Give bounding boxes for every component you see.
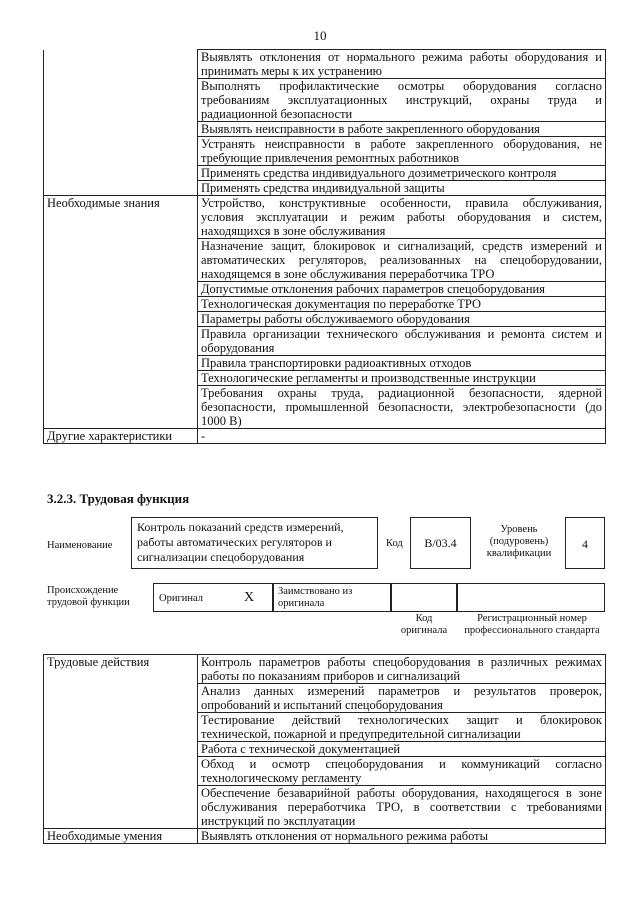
reg-caption: Регистрационный номер профессионального стандарта bbox=[464, 613, 600, 636]
original-mark: X bbox=[244, 590, 255, 605]
row-category: Необходимые умения bbox=[44, 829, 198, 844]
row-category bbox=[44, 386, 198, 429]
reg-number-cell bbox=[457, 583, 605, 612]
row-category bbox=[44, 757, 198, 786]
row-description: Применять средства индивидуального дозиметрического контроля bbox=[198, 166, 606, 181]
original-cell bbox=[153, 583, 273, 612]
table-row bbox=[44, 50, 606, 79]
table-row bbox=[44, 386, 606, 429]
code-caption: Код оригинала bbox=[400, 613, 448, 636]
row-description: Допустимые отклонения рабочих параметров спецоборудования bbox=[198, 282, 606, 297]
row-category bbox=[44, 137, 198, 166]
row-category bbox=[44, 166, 198, 181]
row-description: Выполнять профилактические осмотры оборудования согласно требованиям эксплуатационных инструкций, охраны труда и радиационной безопасности bbox=[198, 79, 606, 122]
table-row bbox=[44, 786, 606, 829]
row-category bbox=[44, 371, 198, 386]
row-description: Обход и осмотр спецоборудования и коммуникаций согласно технологическому регламенту bbox=[198, 757, 606, 786]
table-row bbox=[44, 371, 606, 386]
row-description: Назначение защит, блокировок и сигнализаций, средств измерений и автоматических регуляторов, реализованных на спецоборудовании, находящемся в зоне обслуживания переработчика ТРО bbox=[198, 239, 606, 282]
row-description: Работа с технической документацией bbox=[198, 742, 606, 757]
row-description: Технологическая документация по переработке ТРО bbox=[198, 297, 606, 312]
table-row bbox=[44, 297, 606, 312]
row-description: Требования охраны труда, радиационной безопасности, ядерной безопасности, промышленной безопасности, электробезопасности (до 1000 В) bbox=[198, 386, 606, 429]
code-value: B/03.4 bbox=[424, 536, 457, 550]
table-row bbox=[44, 312, 606, 327]
row-category bbox=[44, 297, 198, 312]
page-number: 10 bbox=[313, 28, 327, 43]
row-category: Другие характеристики bbox=[44, 429, 198, 444]
row-description: Правила транспортировки радиоактивных отходов bbox=[198, 356, 606, 371]
table-row bbox=[44, 829, 606, 844]
code-box bbox=[410, 517, 471, 569]
row-category: Необходимые знания bbox=[44, 196, 198, 239]
code-label: Код bbox=[386, 538, 403, 549]
table-row bbox=[44, 239, 606, 282]
row-description: - bbox=[198, 429, 606, 444]
row-category bbox=[44, 50, 198, 79]
level-value: 4 bbox=[582, 537, 588, 551]
row-description: Выявлять отклонения от нормального режима работы оборудования и принимать меры к их устранению bbox=[198, 50, 606, 79]
skills-knowledge-table bbox=[43, 49, 606, 444]
table-row bbox=[44, 429, 606, 444]
table-row bbox=[44, 137, 606, 166]
borrowed-label: Заимствовано из оригинала bbox=[278, 586, 353, 609]
row-category bbox=[44, 684, 198, 713]
origin-label: Происхождение трудовой функции bbox=[47, 585, 130, 608]
level-box bbox=[565, 517, 605, 569]
row-category bbox=[44, 713, 198, 742]
row-description: Тестирование действий технологических защит и блокировок технической, пожарной и предупредительной сигнализации bbox=[198, 713, 606, 742]
row-category bbox=[44, 356, 198, 371]
row-description: Правила организации технического обслуживания и ремонта систем и оборудования bbox=[198, 327, 606, 356]
row-category bbox=[44, 79, 198, 122]
table-row bbox=[44, 79, 606, 122]
table-row bbox=[44, 356, 606, 371]
row-category bbox=[44, 742, 198, 757]
row-description: Обеспечение безаварийной работы оборудования, находящегося в зоне обслуживания переработчика ТРО, в соответствии с требованиями инструкций по эксплуатации bbox=[198, 786, 606, 829]
table-row bbox=[44, 742, 606, 757]
table-row bbox=[44, 684, 606, 713]
row-description: Применять средства индивидуальной защиты bbox=[198, 181, 606, 196]
table-row bbox=[44, 327, 606, 356]
table-row bbox=[44, 122, 606, 137]
row-category bbox=[44, 786, 198, 829]
table-row bbox=[44, 282, 606, 297]
table-row bbox=[44, 181, 606, 196]
borrowed-cell bbox=[273, 583, 391, 612]
section-heading: 3.2.3. Трудовая функция bbox=[47, 491, 190, 506]
level-label: Уровень (подуровень) квалификации bbox=[486, 524, 552, 559]
table-row bbox=[44, 757, 606, 786]
row-category bbox=[44, 181, 198, 196]
function-name-box bbox=[131, 517, 378, 569]
table-row bbox=[44, 196, 606, 239]
row-description: Выявлять отклонения от нормального режима работы bbox=[198, 829, 606, 844]
row-description: Выявлять неисправности в работе закрепленного оборудования bbox=[198, 122, 606, 137]
row-category bbox=[44, 239, 198, 282]
table-row bbox=[44, 713, 606, 742]
row-category bbox=[44, 327, 198, 356]
labor-actions-table bbox=[43, 654, 606, 844]
origin-code-cell bbox=[391, 583, 457, 612]
row-description: Анализ данных измерений параметров и результатов проверок, опробований и испытаний спецоборудования bbox=[198, 684, 606, 713]
row-description: Устранять неисправности в работе закрепленного оборудования, не требующие привлечения ремонтных работников bbox=[198, 137, 606, 166]
row-category: Трудовые действия bbox=[44, 655, 198, 684]
name-label: Наименование bbox=[47, 540, 113, 551]
table-row bbox=[44, 655, 606, 684]
row-category bbox=[44, 312, 198, 327]
table-row bbox=[44, 166, 606, 181]
row-category bbox=[44, 122, 198, 137]
row-description: Устройство, конструктивные особенности, правила обслуживания, условия эксплуатации и режим работы оборудования и систем, находящихся в зоне обслуживания bbox=[198, 196, 606, 239]
original-label: Оригинал bbox=[159, 593, 203, 604]
row-description: Контроль параметров работы спецоборудования в различных режимах работы по показаниям приборов и сигнализаций bbox=[198, 655, 606, 684]
function-name-value: Контроль показаний средств измерений, работы автоматических регуляторов и сигнализации спецоборудования bbox=[137, 520, 344, 564]
row-category bbox=[44, 282, 198, 297]
row-description: Технологические регламенты и производственные инструкции bbox=[198, 371, 606, 386]
row-description: Параметры работы обслуживаемого оборудования bbox=[198, 312, 606, 327]
